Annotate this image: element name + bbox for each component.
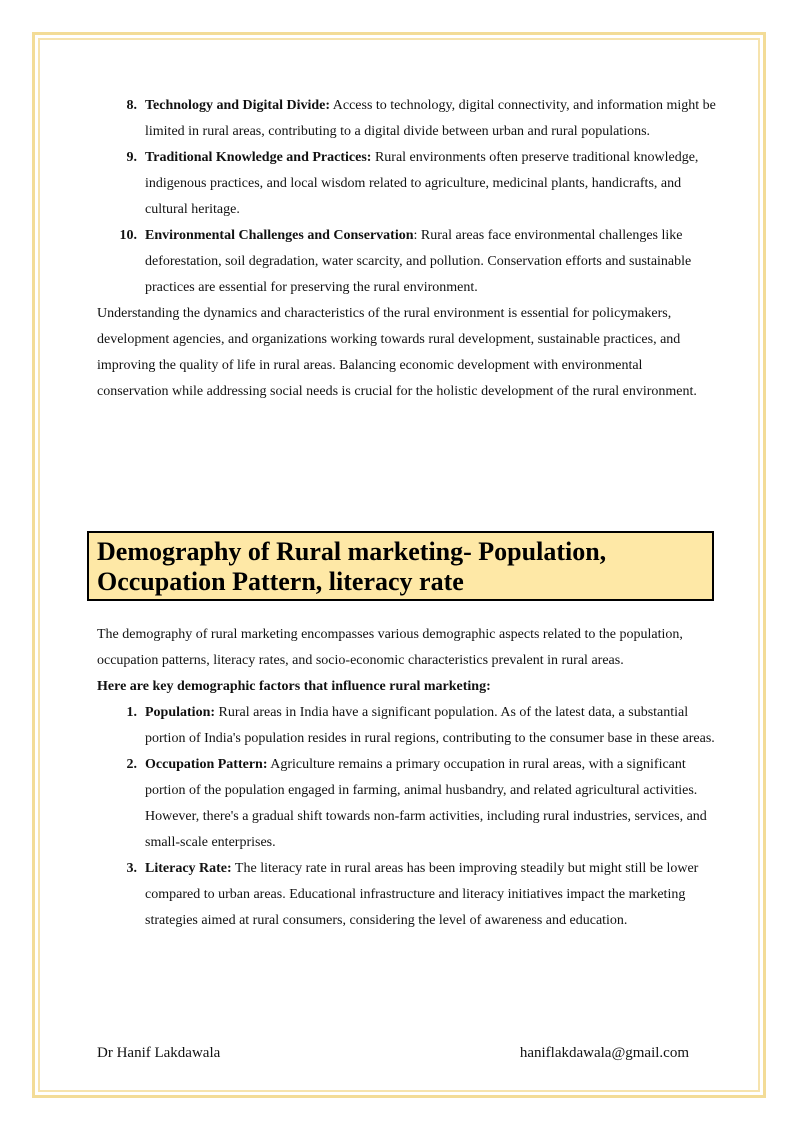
top-section xyxy=(97,93,717,405)
list-item xyxy=(97,145,717,223)
footer-email: haniflakdawala@gmail.com xyxy=(519,1045,689,1061)
list-item-title: Technology and Digital Divide: xyxy=(145,98,331,113)
demography-section xyxy=(97,622,717,934)
list-item-title: Environmental Challenges and Conservation xyxy=(145,228,414,243)
list-number: 3. xyxy=(126,861,137,876)
list-item-title: Occupation Pattern: xyxy=(145,757,268,772)
list-number: 8. xyxy=(126,98,137,113)
summary-paragraph: Understanding the dynamics and characteristics of the rural environment is essential for policymakers, development agencies, and organizations working towards rural development, sustainable practices, and improving the quality of life in rural areas. Balancing economic development with environmental conservation while addressing social needs is crucial for the holistic development of the rural environment. xyxy=(97,306,697,399)
list-item xyxy=(97,856,717,934)
list-item-text: Rural environments often preserve traditional knowledge, indigenous practices, and local wisdom related to agriculture, medicinal plants, handicrafts, and cultural heritage. xyxy=(145,150,699,217)
list-item xyxy=(97,93,717,145)
list-item-title: Population: xyxy=(145,705,216,720)
list-item-text: Agriculture remains a primary occupation in rural areas, with a significant portion of the population engaged in farming, animal husbandry, and related agricultural activities. However, there's a gradual shift towards non-farm activities, including rural industries, services, and small-scale enterprises. xyxy=(145,757,707,850)
intro-paragraph: The demography of rural marketing encompasses various demographic aspects related to the population, occupation patterns, literacy rates, and socio-economic characteristics prevalent in rural areas. xyxy=(97,627,683,668)
list-number: 1. xyxy=(126,705,137,720)
key-factors-heading xyxy=(97,674,717,700)
section-heading: Demography of Rural marketing- Population, Occupation Pattern, literacy rate xyxy=(87,531,714,601)
list-item-title: Traditional Knowledge and Practices: xyxy=(145,150,372,165)
key-factors-heading-text: Here are key demographic factors that influence rural marketing: xyxy=(97,679,491,694)
numbered-list-top xyxy=(97,93,717,301)
list-item-text: : Rural areas face environmental challenges like deforestation, soil degradation, water scarcity, and pollution. Conservation efforts and sustainable practices are essential for preserving the rural environment. xyxy=(145,228,692,295)
list-number: 2. xyxy=(126,757,137,772)
list-item xyxy=(97,752,717,856)
footer-author: Dr Hanif Lakdawala xyxy=(97,1045,221,1061)
list-number: 9. xyxy=(126,150,137,165)
list-item-title: Literacy Rate: xyxy=(145,861,232,876)
list-item-text: Rural areas in India have a significant population. As of the latest data, a substantial portion of India's population resides in rural regions, contributing to the consumer base in these areas. xyxy=(145,705,715,746)
list-item-text: Access to technology, digital connectivity, and information might be limited in rural areas, contributing to a digital divide between urban and rural populations. xyxy=(145,98,716,139)
list-number: 10. xyxy=(119,228,137,243)
list-item xyxy=(97,223,717,301)
list-item-text: The literacy rate in rural areas has been improving steadily but might still be lower compared to urban areas. Educational infrastructure and literacy initiatives impact the marketing strategies aimed at rural consumers, considering the level of awareness and education. xyxy=(145,861,699,928)
numbered-list-factors xyxy=(97,700,717,934)
list-item xyxy=(97,700,717,752)
